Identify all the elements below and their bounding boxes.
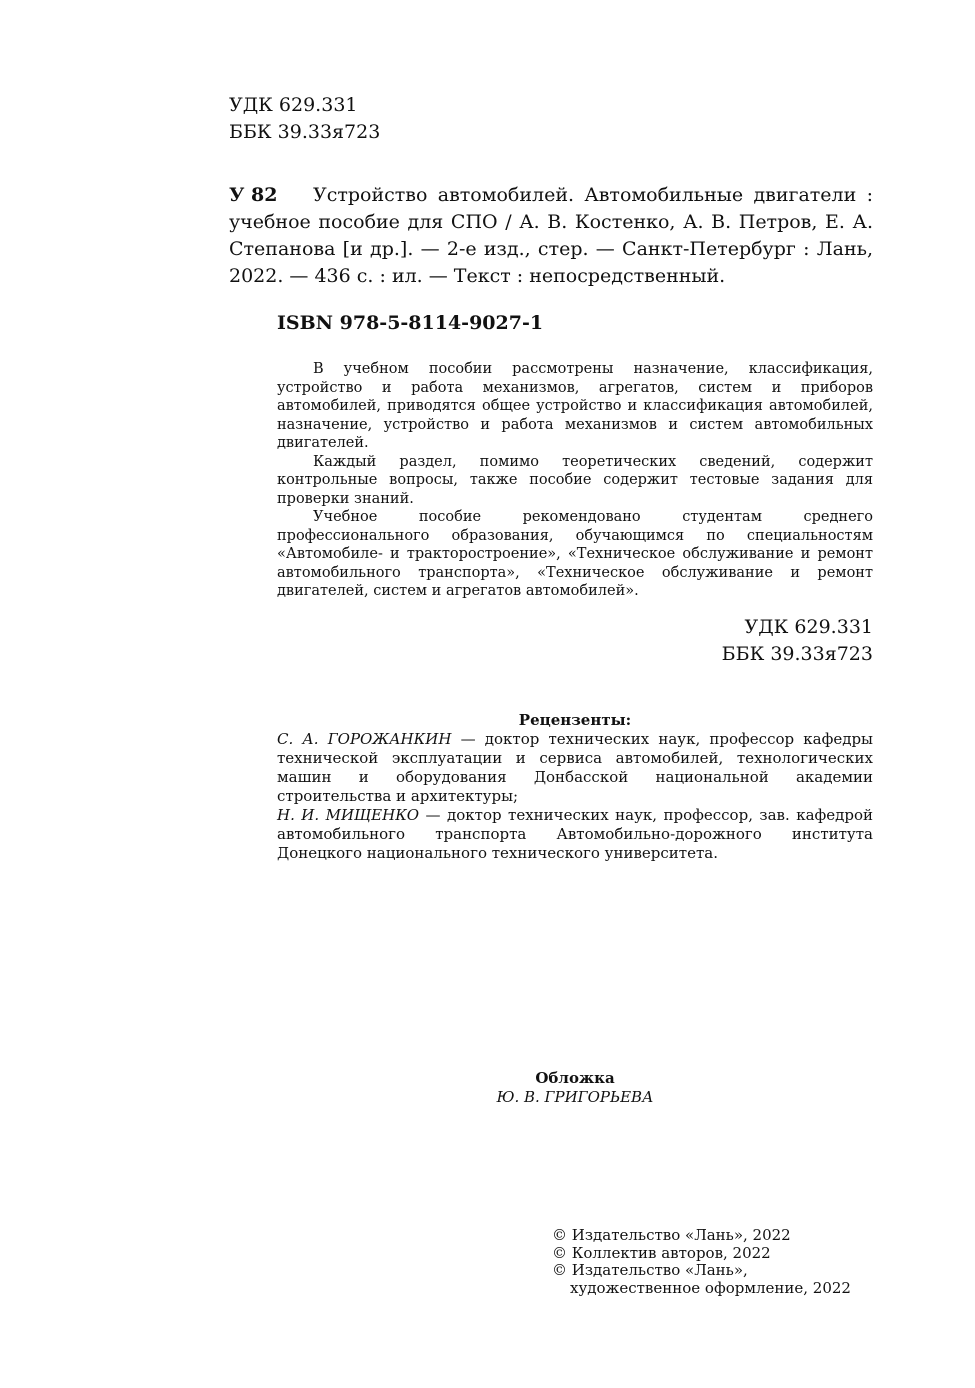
reviewer-entry — [277, 806, 873, 863]
abstract-paragraph: В учебном пособии рассмотрены назначение, классификация, устройство и работа механизмов, агрегатов, систем и приборов автомобилей, приводятся общее устройство и классификация автомобилей, назначение, устройство и работа механизмов и систем автомобильных двигателей. — [277, 361, 873, 451]
abstract — [277, 360, 873, 601]
copyright-block — [552, 1227, 882, 1297]
reviewers-section — [277, 711, 873, 863]
bbk-code-top: ББК 39.33я723 — [229, 121, 381, 143]
copyright-line: художественное оформление, 2022 — [570, 1278, 851, 1297]
isbn: ISBN 978-5-8114-9027-1 — [277, 312, 544, 334]
cover-label: Обложка — [535, 1069, 615, 1087]
copyright-line: © Издательство «Лань», — [552, 1261, 748, 1279]
abstract-paragraph: Учебное пособие рекомендовано студентам среднего профессионального образования, обучающимся по специальностям «Автомобиле- и тракторостроение», «Техническое обслуживание и ремонт автомобильного транспорта», «Техническое обслуживание и ремонт двигателей, систем и агрегатов автомобилей». — [277, 509, 873, 599]
reviewer-entry — [277, 730, 873, 806]
copyright-line: © Коллектив авторов, 2022 — [552, 1243, 771, 1262]
bibliographic-text: Устройство автомобилей. Автомобильные двигатели : учебное пособие для СПО / А. В. Костенко, А. В. Петров, Е. А. Степанова [и др.]. — 2-е изд., стер. — Санкт-Петербург : Лань, 2022. — 436 с. : ил. — Текст : непосредственный. — [229, 184, 873, 287]
classification-bottom — [640, 614, 873, 668]
abstract-paragraph: Каждый раздел, помимо теоретических сведений, содержит контрольные вопросы, также пособие содержит тестовые задания для проверки знаний. — [277, 453, 873, 507]
bibliographic-record — [229, 182, 873, 290]
reviewer-name: С. А. ГОРОЖАНКИН — [277, 730, 452, 748]
reviewer-name: Н. И. МИЩЕНКО — [277, 806, 420, 824]
bbk-code-bottom: ББК 39.33я723 — [721, 643, 873, 665]
reviewers-heading: Рецензенты: — [518, 711, 632, 729]
cover-designer: Ю. В. ГРИГОРЬЕВА — [496, 1088, 654, 1106]
reviewer-description: — доктор технических наук, профессор, зав. кафедрой автомобильного транспорта Автомобильно-дорожного института Донецкого национального технического университета. — [277, 806, 874, 862]
reviewer-description: — доктор технических наук, профессор кафедры технической эксплуатации и сервиса автомобилей, технологических машин и оборудования Донбасской национальной академии строительства и архитектуры; — [277, 730, 873, 805]
classification-top — [229, 92, 380, 146]
cover-credit — [460, 1069, 690, 1107]
catalog-code: У 82 — [229, 184, 278, 206]
udk-code-bottom: УДК 629.331 — [744, 616, 873, 638]
udk-code-top: УДК 629.331 — [229, 94, 358, 116]
copyright-line: © Издательство «Лань», 2022 — [552, 1226, 791, 1244]
